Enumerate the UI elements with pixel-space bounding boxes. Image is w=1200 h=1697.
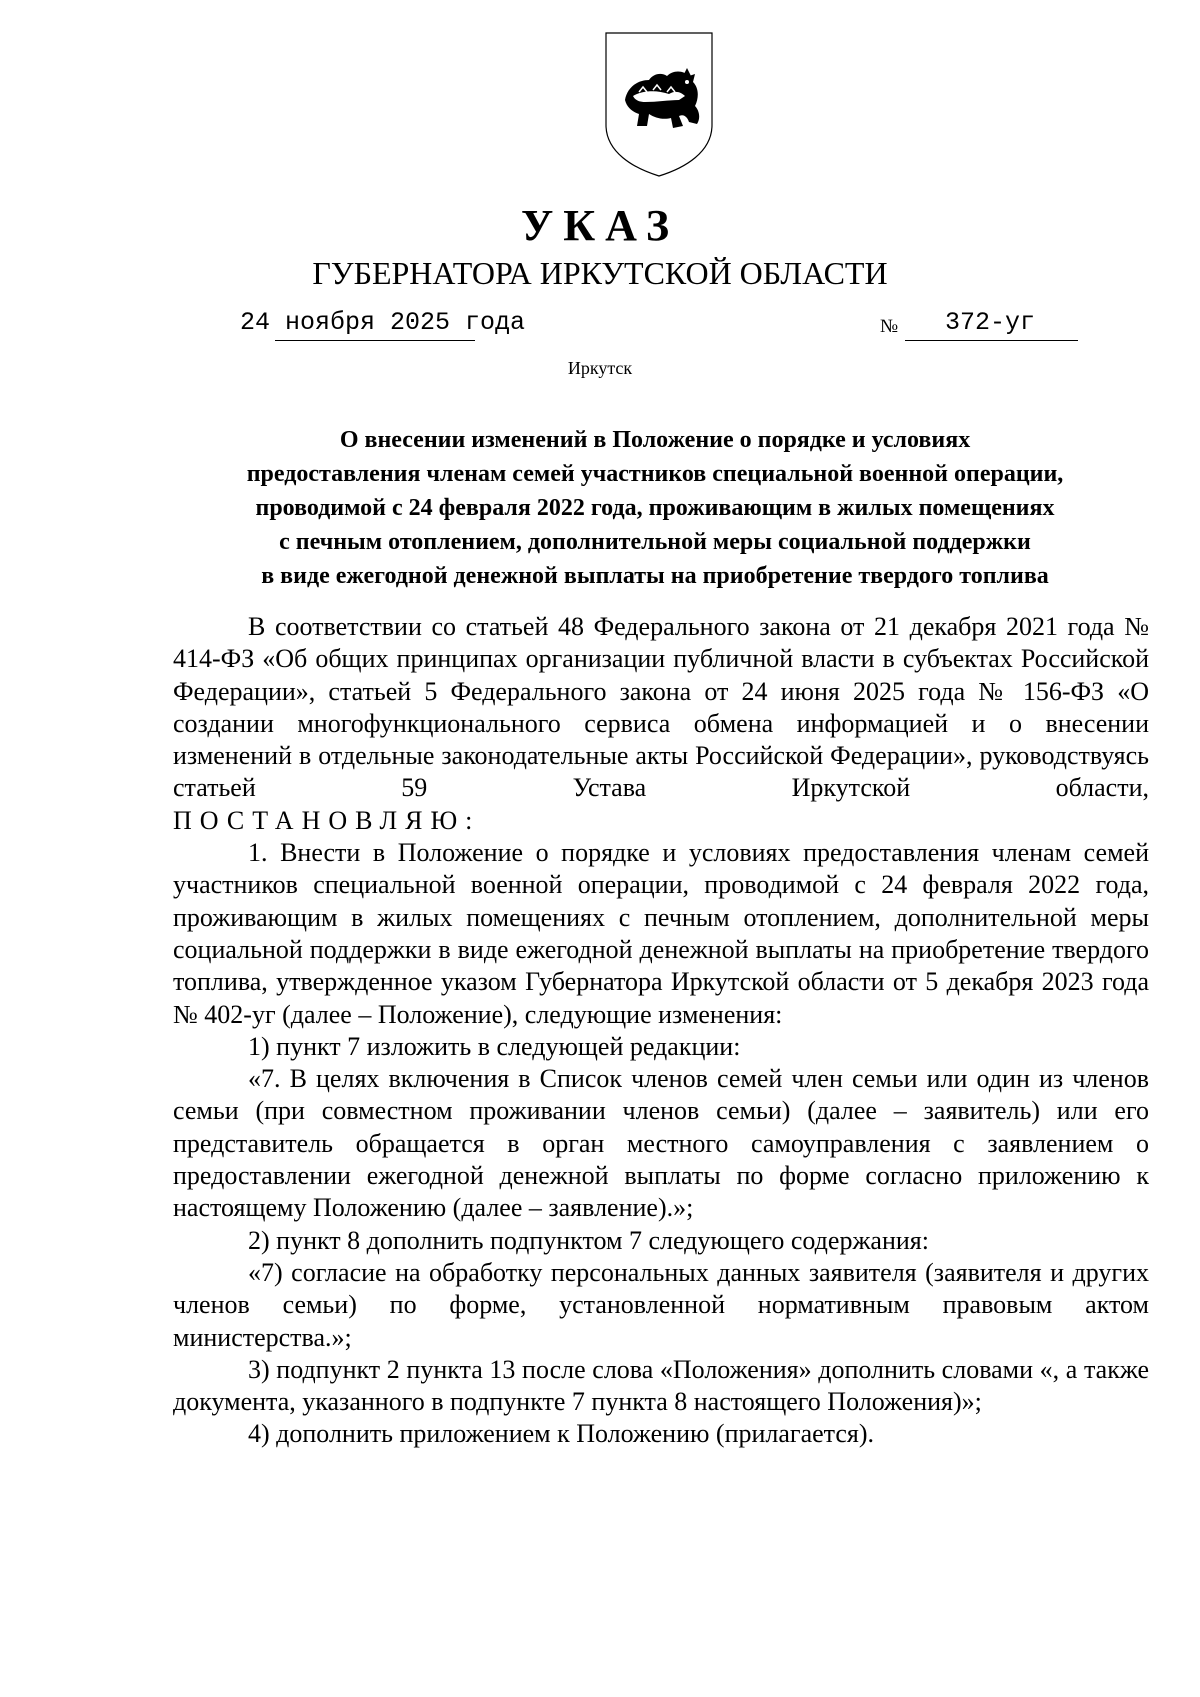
document-date: 24 ноября 2025 года [240,308,526,337]
number-sign: № [880,316,899,337]
body-paragraph: «7) согласие на обработку персональных данных заявителя (заявителя и других членов семьи) по форме, установленной нормативным правовым актом министерства.»; [173,1257,1149,1352]
body-paragraph: 1. Внести в Положение о порядке и условиях предоставления членам семей участников специальной военной операции, проводимой с 24 февраля 2022 года, проживающим в жилых помещениях с печным отоплением, дополнительной меры социальной поддержки в виде ежегодной денежной выплаты на приобретение твердого топлива, утвержденное указом Губернатора Иркутской области от 5 декабря 2023 года № 402-уг (далее – Положение), следующие изменения: [173,838,1149,1029]
number-underline [905,340,1078,341]
irkutsk-coat-of-arms-icon [603,30,715,180]
body-paragraph: 4) дополнить приложением к Положению (прилагается). [248,1419,875,1449]
body-paragraph: «7. В целях включения в Список членов семей член семьи или один из членов семьи (при совместном проживании членов семьи) (далее – заявитель) или его представитель обращается в орган местного самоуправления с заявлением о предоставлении ежегодной денежной выплаты по форме согласно приложению к настоящему Положению (далее – заявление).»; [173,1064,1149,1223]
preamble-paragraph: В соответствии со статьей 48 Федерального закона от 21 декабря 2021 года № 414-ФЗ «Об общих принципах организации публичной власти в субъектах Российской Федерации», статьей 5 Федерального закона от 24 июня 2025 года № 156-ФЗ «О создании многофункционального сервиса обмена информацией и о внесении изменений в отдельные законодательные акты Российской Федерации», руководствуясь статьей 59 Устава Иркутской области, [173,612,1149,803]
document-title: УКАЗ [520,201,680,250]
heading-line: в виде ежегодной денежной выплаты на приобретение твердого топлива [261,563,1049,589]
document-number: 372-уг [945,308,1036,337]
body-paragraph: 3) подпункт 2 пункта 13 после слова «Положения» дополнить словами «, а также документа, указанного в подпункте 7 пункта 8 настоящего Положения)»; [173,1354,1149,1417]
decree-word: ПОСТАНОВЛЯЮ: [173,805,481,835]
heading-line: проводимой с 24 февраля 2022 года, проживающим в жилых помещениях [255,495,1055,521]
document-heading [170,423,1140,593]
document-issuer: ГУБЕРНАТОРА ИРКУТСКОЙ ОБЛАСТИ [312,255,888,291]
body-paragraph: 2) пункт 8 дополнить подпунктом 7 следующего содержания: [248,1225,929,1255]
document-body [173,611,1149,1451]
heading-line: с печным отоплением, дополнительной меры социальной поддержки [279,529,1031,555]
document-city: Иркутск [567,358,633,378]
date-underline [275,340,475,341]
body-paragraph: 1) пункт 7 изложить в следующей редакции: [248,1031,741,1061]
heading-line: О внесении изменений в Положение о порядке и условиях [339,427,971,453]
heading-line: предоставления членам семей участников специальной военной операции, [246,461,1064,487]
